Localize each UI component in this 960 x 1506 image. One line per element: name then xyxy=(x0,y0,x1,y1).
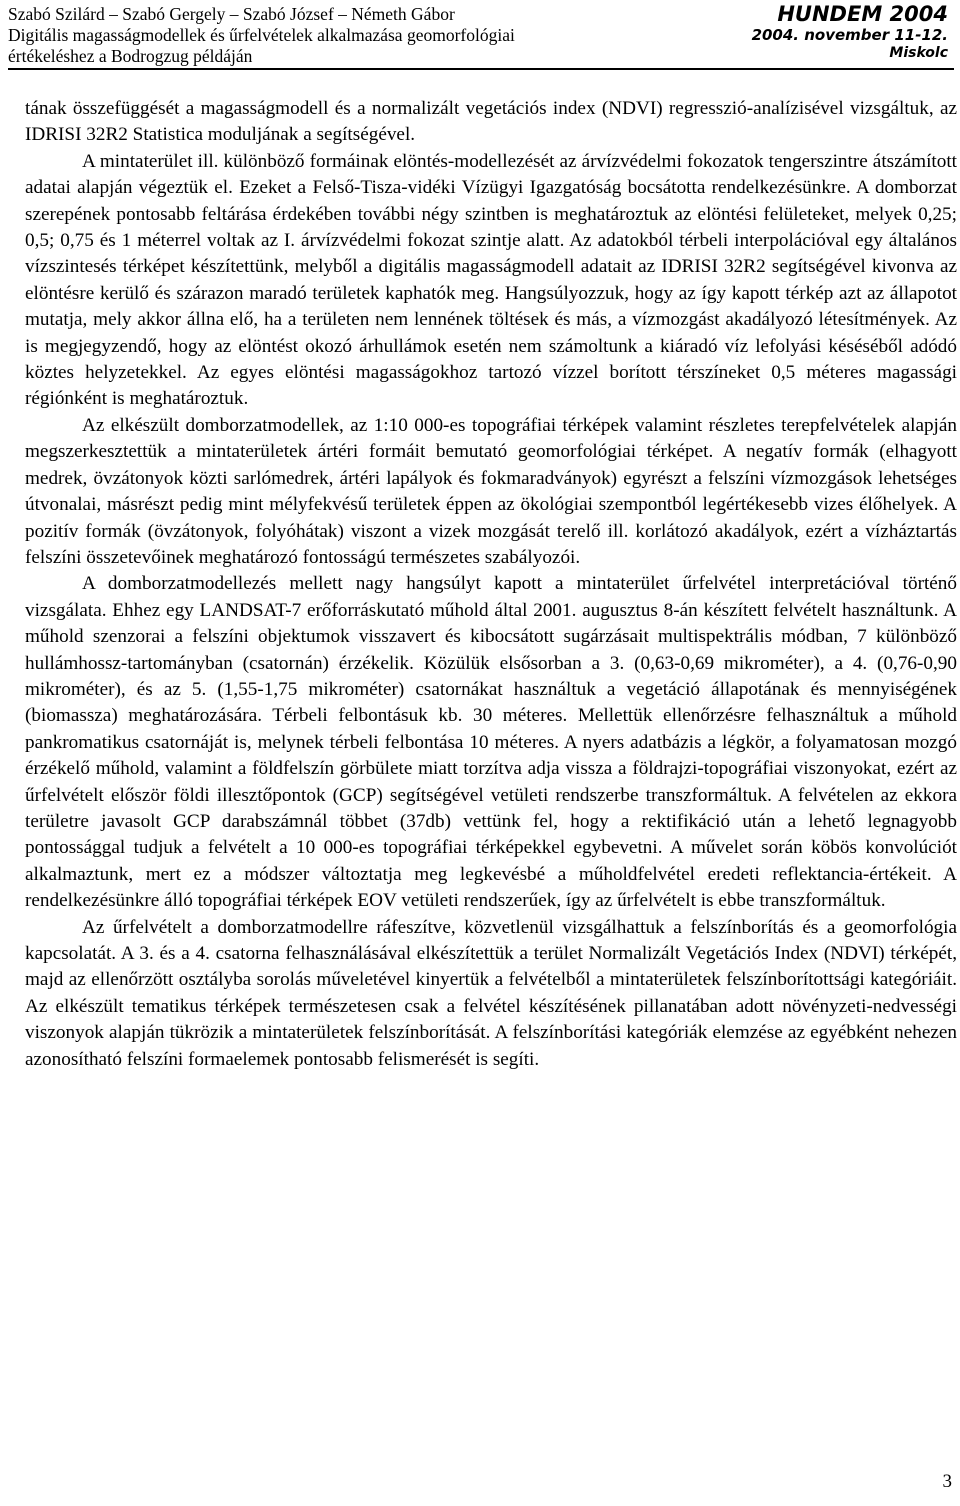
paragraph-2: A mintaterület ill. különböző formáinak elöntés-modellezését az árvízvédelmi fokozatok tengerszintre átszámított adatai alapján végeztük el. Ezeket a Felső-Tisza-vidéki Vízügyi Igazgatóság bocsátotta rendelkezésünkre. A domborzat szerepének pontosabb feltárása érdekében további négy szintben is meghatároztuk az elöntési felületeket, melyek 0,25; 0,5; 0,75 és 1 méterrel voltak az I. árvízvédelmi fokozat szintje alatt. Az adatokból térbeli interpolációval egy általános vízszintesés térképet készítettünk, melyből a digitális magasságmodell adatait az IDRISI 32R2 segítségével kivonva az elöntésre kerülő és szárazon maradó területek kaphatók meg. Hangsúlyozzuk, hogy az így kapott térkép azt az állapotot mutatja, mely akkor állna elő, ha a területen nem lennének töltések és más, a vízmozgást akadályozó létesítmények. Az is megjegyzendő, hogy az elöntést okozó árhullámok esetén nem számoltunk a kiáradó víz lefolyási késéséből adódó köztes helyzetekkel. Az egyes elöntési magasságokhoz tartozó vízzel borított térszíneket 0,5 méteres magassági régiónként is meghatároztuk. xyxy=(25,150,957,410)
paragraph-3: Az elkészült domborzatmodellek, az 1:10 000-es topográfiai térképek valamint részletes terepfelvételek alapján megszerkesztettük a mintaterületek ártéri formáit bemutató geomorfológiai térképet. A negatív formák (elhagyott medrek, övzátonyok közti sarlómedrek, ártéri lapályok és fokmaradványok) egyrészt a felszíni vízmozgások lehetséges útvonalai, másrészt pedig mint mélyfekvésű területek éppen az ökológiai szempontból legértékesebb vizes élőhelyek. A pozitív formák (övzátonyok, folyóhátak) viszont a vizek mozgását terelő ill. korlátozó akadályok, ezért a vízháztartás felszíni összetevőinek meghatározó fontosságú természetes szabályozói. xyxy=(25,414,957,568)
conference-name: HUNDEM 2004 xyxy=(777,2,948,26)
paragraph-4: A domborzatmodellezés mellett nagy hangsúlyt kapott a mintaterület űrfelvétel interpretációval történő vizsgálata. Ehhez egy LANDSAT-7 erőforráskutató műhold által 2001. augusztus 8-án készített felvételt használtunk. A műhold szenzorai a felszíni objektumok visszavert és kibocsátott sugárzásait multispektrális módban, 7 különböző hullámhossz-tartományban (csatornán) érzékelik. Közülük elsősorban a 3. (0,63-0,69 mikrométer), a 4. (0,76-0,90 mikrométer), és az 5. (1,55-1,75 mikrométer) csatornákat használtuk a vegetáció állapotának és mennyiségének (biomassza) meghatározására. Térbeli felbontásuk kb. 30 méteres. Mellettük ellenőrzésre felhasználtuk a műhold pankromatikus csatornáját is, melynek térbeli felbontása 10 méteres. A nyers adatbázis a légkör, a folyamatosan mozgó érzékelő műhold, valamint a földfelszín görbülete miatt torzítva adja vissza a földrajzi-topográfiai viszonyokat, ezért az űrfelvételt először földi illesztőpontok (GCP) segítségével vetületi rendszerbe transzformáltuk. A felvételen az ekkora területre javasolt GCP darabszámnál többet (37db) vettünk fel, hogy a rektifikáció után a lehető legnagyobb pontossággal tudjuk a felvételt a 10 000-es topográfiai térképekkel egybevetni. A művelet során köbös konvolúciót alkalmaztunk, mert ez a módszer változtatja meg legkevésbé a műholdfelvétel eredeti reflektancia-értékeit. A rendelkezésünkre álló topográfiai térképek EOV vetületi rendszerűek, így az űrfelvételt is ebbe transzformáltuk. xyxy=(25,573,957,912)
body-text xyxy=(25,96,957,1073)
header-citation xyxy=(8,4,515,67)
header-authors: Szabó Szilárd – Szabó Gergely – Szabó József – Németh Gábor xyxy=(8,4,455,24)
conference-date: 2004. november 11-12. xyxy=(751,26,948,44)
header-title-line-2: értékeléshez a Bodrogzug példáján xyxy=(8,46,253,66)
header-rule xyxy=(8,68,954,70)
conference-city: Miskolc xyxy=(889,45,948,61)
page-number: 3 xyxy=(942,1471,952,1492)
conference-block xyxy=(752,2,948,62)
paragraph-5: Az űrfelvételt a domborzatmodellre ráfeszítve, közvetlenül vizsgálhattuk a felszínborítás és a geomorfológia kapcsolatát. A 3. és a 4. csatorna felhasználásával elkészítettük a terület Normalizált Vegetációs Index (NDVI) térképét, majd az ellenőrzött osztályba sorolás műveletével kinyertük a felvételből a mintaterületek felszínborítottsági kategóriáit. Az elkészült tematikus térképek természetesen csak a felvétel készítésének pillanatában adott növényzeti-nedvességi viszonyok alapján tükrözik a mintaterületek felszínborítását. A felszínborítási kategóriák elemzése az egyébként nehezen azonosítható felszíni formaelemek pontosabb felismerését is segíti. xyxy=(25,916,957,1070)
paragraph-1: tának összefüggését a magasságmodell és a normalizált vegetációs index (NDVI) regresszió-analízisével vizsgáltuk, az IDRISI 32R2 Statistica moduljának a segítségével. xyxy=(25,98,957,146)
page-header xyxy=(0,0,960,66)
header-title-line-1: Digitális magasságmodellek és űrfelvételek alkalmazása geomorfológiai xyxy=(8,25,515,45)
